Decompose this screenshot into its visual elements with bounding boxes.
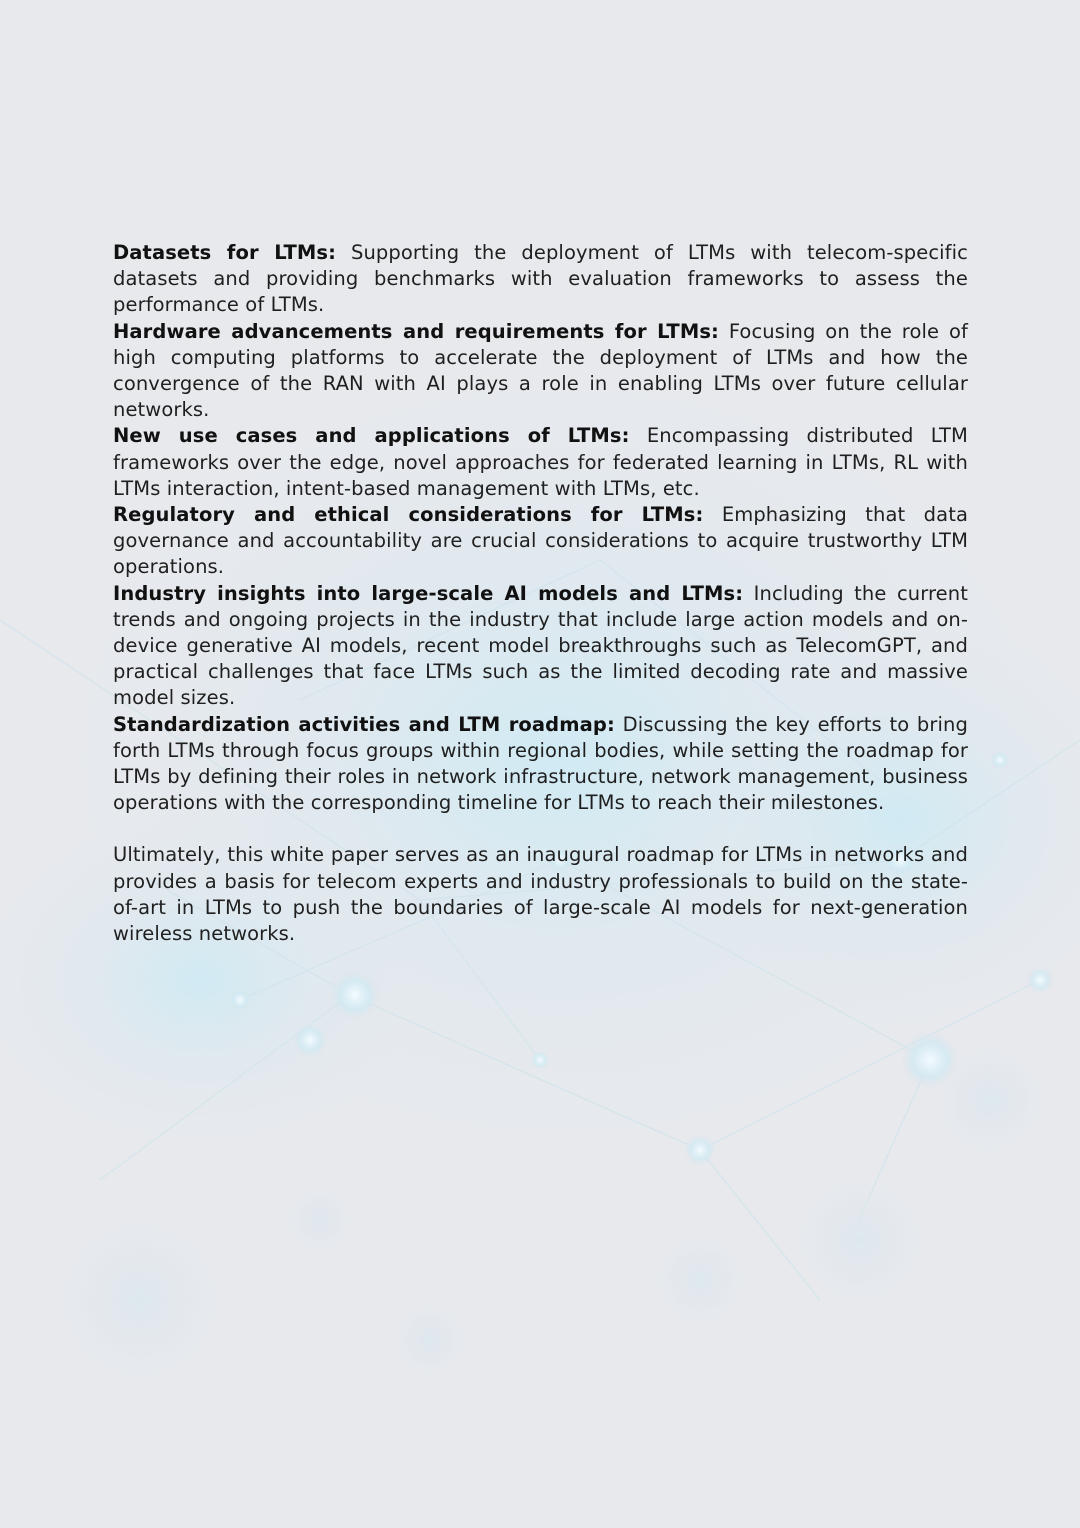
item-description: Discussing the key efforts to bring forth LTMs through focus groups within regional bodies, while setting the roadmap for LTMs by defining their roles in network infrastructure, network management, business operations with the corresponding timeline for LTMs to reach their milestones.	[113, 712, 968, 815]
item-description: Including the current trends and ongoing projects in the industry that include large action models and on-device generative AI models, recent model breakthroughs such as TelecomGPT, and practical challenges that face LTMs such as the limited decoding rate and massive model sizes.	[113, 581, 968, 710]
item-description: Supporting the deployment of LTMs with telecom-specific datasets and providing benchmarks with evaluation frameworks to assess the performance of LTMs.	[113, 241, 968, 317]
item-term: Standardization activities and LTM roadmap:	[113, 712, 615, 736]
item-term: Regulatory and ethical considerations for LTMs:	[113, 503, 704, 527]
item-term: Hardware advancements and requirements for LTMs:	[113, 319, 719, 343]
list-item-datasets	[113, 240, 968, 319]
item-term: New use cases and applications of LTMs:	[113, 424, 630, 448]
item-term: Industry insights into large-scale AI models and LTMs:	[113, 581, 744, 605]
list-item-industry-insights	[113, 581, 968, 712]
item-description: Focusing on the role of high computing platforms to accelerate the deployment of LTMs and how the convergence of the RAN with AI plays a role in enabling LTMs over future cellular networks.	[113, 319, 968, 422]
item-term: Datasets for LTMs:	[113, 241, 337, 264]
list-item-hardware	[113, 319, 968, 424]
item-description: Emphasizing that data governance and accountability are crucial considerations to acquire trustworthy LTM operations.	[113, 503, 968, 579]
item-description: Encompassing distributed LTM frameworks over the edge, novel approaches for federated learning in LTMs, RL with LTMs interaction, intent-based management with LTMs, etc.	[113, 424, 968, 500]
document-body	[113, 240, 968, 947]
list-item-standardization	[113, 712, 968, 817]
list-item-regulatory	[113, 502, 968, 581]
closing-paragraph: Ultimately, this white paper serves as an inaugural roadmap for LTMs in networks and provides a basis for telecom experts and industry professionals to build on the state-of-art in LTMs to push the boundaries of large-scale AI models for next-generation wireless networks.	[113, 843, 968, 946]
list-item-use-cases	[113, 423, 968, 502]
